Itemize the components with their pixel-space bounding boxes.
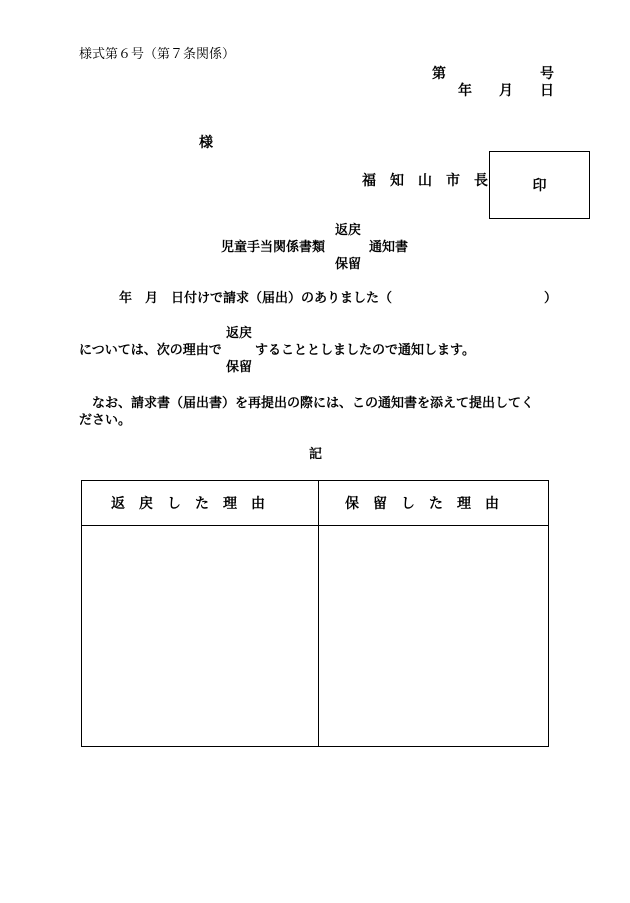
title-option-hold: 保留 (335, 257, 362, 272)
seal-label: 印 (532, 178, 547, 194)
form-number-label: 様式第６号（第７条関係） (79, 47, 236, 62)
column-header-hold-reason: 保 留 し た 理 由 (345, 496, 499, 512)
resubmission-note-line2: ださい。 (79, 413, 132, 428)
document-number-suffix: 号 (540, 66, 554, 82)
table-column-divider (318, 481, 319, 746)
column-header-return-reason: 返 戻 し た 理 由 (111, 496, 265, 512)
date-day-label: 日 (540, 83, 554, 99)
document-number-prefix: 第 (432, 66, 446, 82)
resubmission-note-line1: なお、請求書（届出書）を再提出の際には、この通知書を添えて提出してく (92, 396, 535, 411)
date-year-label: 年 (458, 83, 472, 99)
addressee-suffix: 様 (199, 135, 213, 151)
request-line-close: ） (544, 291, 558, 306)
title-option-return: 返戻 (335, 223, 362, 238)
body-option-hold: 保留 (226, 360, 253, 375)
issuer-name: 福 知 山 市 長 (362, 173, 488, 189)
reason-table (81, 480, 549, 747)
title-main-right: 通知書 (369, 240, 409, 255)
date-month-label: 月 (499, 83, 513, 99)
record-heading: 記 (309, 447, 323, 462)
table-header-divider (82, 525, 548, 526)
title-main-left: 児童手当関係書類 (221, 240, 326, 255)
body-option-return: 返戻 (226, 326, 253, 341)
seal-box (489, 151, 590, 219)
body-reason-left: については、次の理由で (79, 343, 222, 358)
request-date-line: 年 月 日付けで請求（届出）のありました（ (119, 291, 393, 306)
body-reason-right: することとしましたので通知します。 (255, 343, 475, 358)
